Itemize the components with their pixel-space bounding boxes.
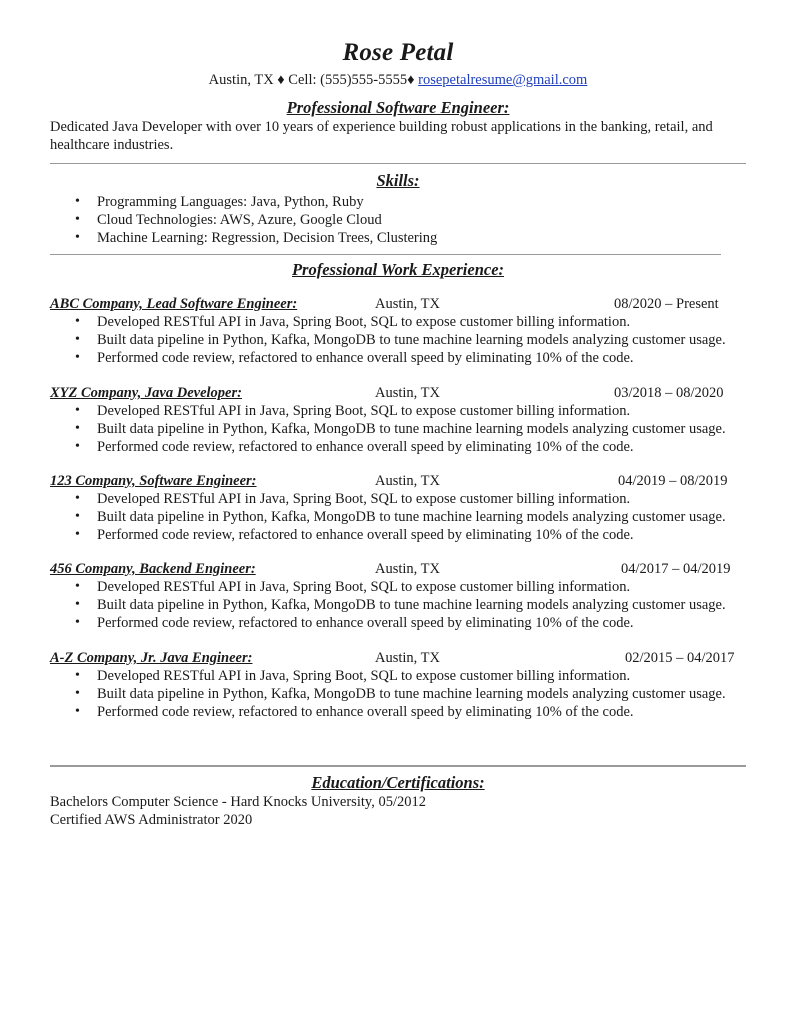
job-bullet: • Built data pipeline in Python, Kafka, MongoDB to tune machine learning models analyzing customer usage. <box>97 685 746 703</box>
job-bullets <box>50 490 746 544</box>
education-section-title: Education/Certifications: <box>311 773 485 792</box>
job-location: Austin, TX <box>375 561 440 577</box>
job-location: Austin, TX <box>375 473 440 489</box>
experience-section-title: Professional Work Experience: <box>291 260 505 279</box>
summary-section-title: Professional Software Engineer: <box>286 98 510 117</box>
skill-item: • Cloud Technologies: AWS, Azure, Google Cloud <box>97 211 746 229</box>
job-bullet: • Performed code review, refactored to enhance overall speed by eliminating 10% of the code. <box>97 349 746 367</box>
job-bullet: • Developed RESTful API in Java, Spring Boot, SQL to expose customer billing information. <box>97 490 746 508</box>
job-bullets <box>50 667 746 721</box>
job-bullet: • Developed RESTful API in Java, Spring Boot, SQL to expose customer billing information. <box>97 667 746 685</box>
job-title: 456 Company, Backend Engineer: <box>50 561 256 577</box>
skill-item: • Machine Learning: Regression, Decision Trees, Clustering <box>97 229 746 247</box>
contact-details: Austin, TX ♦ Cell: (555)555-5555♦ <box>208 72 419 88</box>
job-title: 123 Company, Software Engineer: <box>50 473 257 489</box>
job-entry <box>50 560 746 632</box>
job-bullet: • Developed RESTful API in Java, Spring Boot, SQL to expose customer billing information. <box>97 313 746 331</box>
skills-list <box>50 193 746 247</box>
contact-line <box>50 70 746 90</box>
job-bullet: • Built data pipeline in Python, Kafka, MongoDB to tune machine learning models analyzing customer usage. <box>97 596 746 614</box>
education-line: Bachelors Computer Science - Hard Knocks University, 05/2012 <box>50 794 426 810</box>
job-bullet: • Built data pipeline in Python, Kafka, MongoDB to tune machine learning models analyzing customer usage. <box>97 420 746 438</box>
job-title: ABC Company, Lead Software Engineer: <box>50 296 298 312</box>
job-dates: 04/2019 – 08/2019 <box>618 473 728 489</box>
candidate-name: Rose Petal <box>342 39 454 66</box>
job-bullets <box>50 402 746 456</box>
job-dates: 04/2017 – 04/2019 <box>621 561 731 577</box>
job-header <box>50 560 746 578</box>
job-entry <box>50 649 746 721</box>
job-entry <box>50 384 746 456</box>
job-title: A-Z Company, Jr. Java Engineer: <box>50 650 253 666</box>
job-location: Austin, TX <box>375 296 440 312</box>
job-header <box>50 295 746 313</box>
job-bullet: • Performed code review, refactored to enhance overall speed by eliminating 10% of the code. <box>97 438 746 456</box>
job-header <box>50 649 746 667</box>
job-bullet: • Performed code review, refactored to enhance overall speed by eliminating 10% of the code. <box>97 703 746 721</box>
job-header <box>50 472 746 490</box>
skills-section-title: Skills: <box>376 171 420 190</box>
job-entry <box>50 472 746 544</box>
job-entry <box>50 295 746 367</box>
certification-line: Certified AWS Administrator 2020 <box>50 812 253 828</box>
job-bullet: • Developed RESTful API in Java, Spring Boot, SQL to expose customer billing information. <box>97 402 746 420</box>
job-location: Austin, TX <box>375 385 440 401</box>
skill-item: • Programming Languages: Java, Python, Ruby <box>97 193 746 211</box>
job-bullet: • Built data pipeline in Python, Kafka, MongoDB to tune machine learning models analyzing customer usage. <box>97 508 746 526</box>
job-bullets <box>50 313 746 367</box>
email-link[interactable]: rosepetalresume@gmail.com <box>418 72 588 88</box>
job-dates: 03/2018 – 08/2020 <box>614 385 724 401</box>
job-bullet: • Built data pipeline in Python, Kafka, MongoDB to tune machine learning models analyzing customer usage. <box>97 331 746 349</box>
job-bullet: • Developed RESTful API in Java, Spring Boot, SQL to expose customer billing information. <box>97 578 746 596</box>
job-header <box>50 384 746 402</box>
job-location: Austin, TX <box>375 650 440 666</box>
job-dates: 02/2015 – 04/2017 <box>625 650 735 666</box>
job-bullets <box>50 578 746 632</box>
job-bullet: • Performed code review, refactored to enhance overall speed by eliminating 10% of the code. <box>97 614 746 632</box>
job-bullet: • Performed code review, refactored to enhance overall speed by eliminating 10% of the code. <box>97 526 746 544</box>
summary-text: Dedicated Java Developer with over 10 years of experience building robust applications in the banking, retail, and healthcare industries. <box>50 119 713 153</box>
job-title: XYZ Company, Java Developer: <box>50 385 242 401</box>
job-dates: 08/2020 – Present <box>614 296 719 312</box>
